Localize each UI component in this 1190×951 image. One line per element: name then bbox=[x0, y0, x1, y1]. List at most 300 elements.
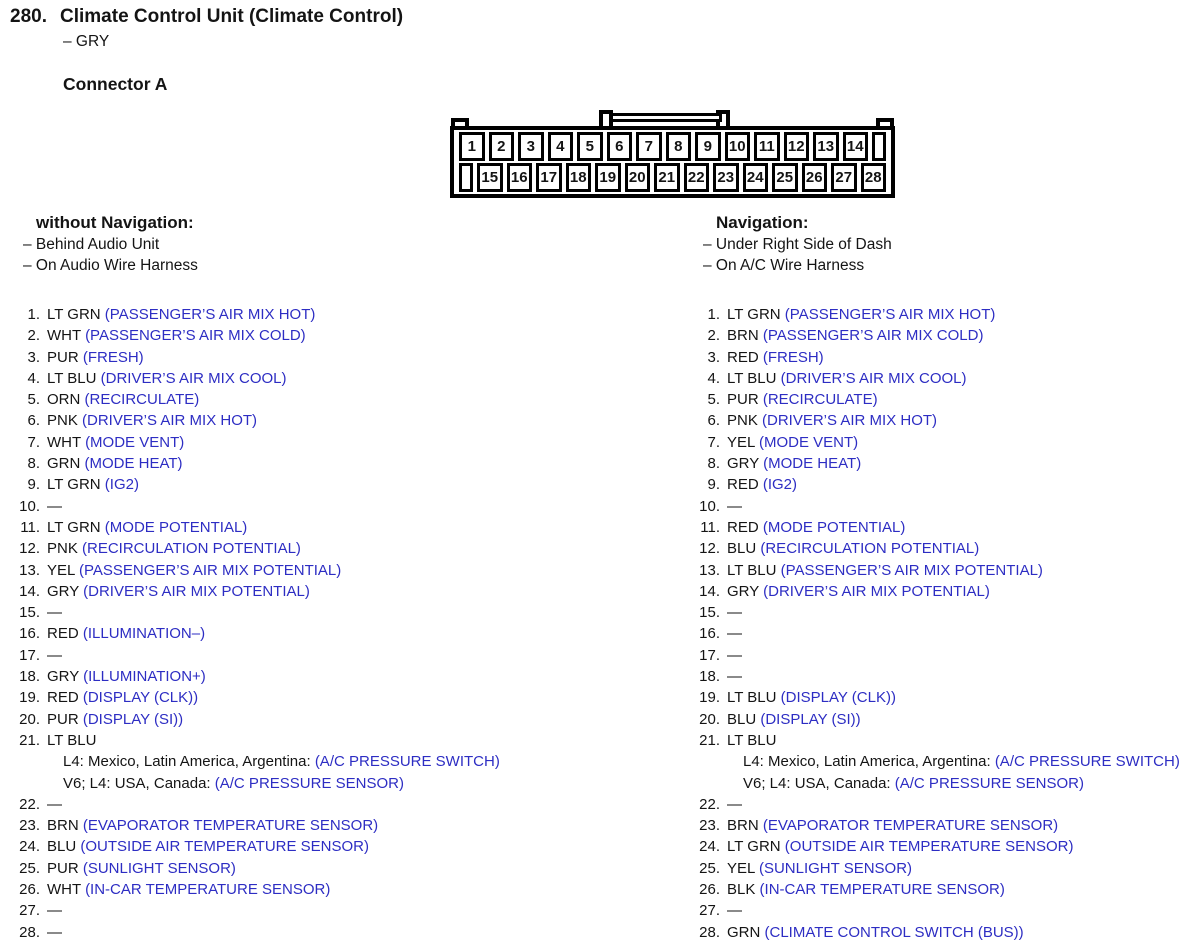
pin-main-line bbox=[727, 623, 742, 644]
pin-entry bbox=[720, 304, 995, 325]
signal-name: (A/C PRESSURE SWITCH) bbox=[994, 753, 1180, 771]
pin-number: 2. bbox=[707, 327, 720, 345]
pin-row bbox=[688, 687, 1188, 708]
pin-number: 17. bbox=[19, 646, 40, 664]
pin-row bbox=[8, 432, 668, 453]
pin-variant-line bbox=[47, 751, 500, 772]
pin-entry bbox=[720, 432, 858, 453]
pin-main-line bbox=[727, 474, 797, 495]
connector-label: Connector A bbox=[63, 74, 168, 94]
pin-main-line bbox=[727, 560, 1043, 581]
signal-name: (DRIVER’S AIR MIX COOL) bbox=[780, 369, 967, 387]
wire-color: BRN bbox=[47, 817, 83, 835]
wire-color: GRY bbox=[47, 582, 84, 600]
signal-name: (PASSENGER’S AIR MIX HOT) bbox=[784, 306, 996, 323]
wire-color: — bbox=[727, 902, 742, 920]
signal-name: (ILLUMINATION–) bbox=[82, 625, 206, 643]
pin-number: 12. bbox=[19, 540, 40, 558]
pin-number: 12. bbox=[699, 540, 720, 558]
pin-row bbox=[8, 836, 668, 857]
signal-name: (DRIVER’S AIR MIX HOT) bbox=[762, 412, 938, 430]
connector-pin: 23 bbox=[713, 163, 739, 192]
pin-entry bbox=[40, 645, 62, 666]
wire-color: ORN bbox=[47, 391, 85, 409]
pin-row bbox=[688, 900, 1188, 921]
pin-row bbox=[688, 730, 1188, 794]
pin-row bbox=[8, 389, 668, 410]
pin-entry bbox=[40, 794, 62, 815]
pin-row bbox=[8, 325, 668, 346]
signal-name: (IG2) bbox=[104, 476, 139, 494]
location-note: – On Audio Wire Harness bbox=[23, 257, 198, 274]
signal-name: (PASSENGER’S AIR MIX POTENTIAL) bbox=[78, 561, 342, 579]
column-without-navigation bbox=[8, 212, 668, 943]
pin-row bbox=[8, 453, 668, 474]
pin-number: 19. bbox=[699, 689, 720, 707]
pin-main-line bbox=[727, 304, 995, 325]
wire-color: LT BLU bbox=[727, 731, 777, 749]
connector-pin: 26 bbox=[802, 163, 828, 192]
pin-row bbox=[688, 304, 1188, 325]
pin-row bbox=[688, 517, 1188, 538]
connector-pin: 4 bbox=[548, 132, 574, 161]
pin-row bbox=[688, 623, 1188, 644]
pin-entry bbox=[720, 922, 1024, 943]
signal-name: (IN-CAR TEMPERATURE SENSOR) bbox=[85, 881, 331, 899]
pin-entry bbox=[720, 645, 742, 666]
pin-entry bbox=[720, 496, 742, 517]
pin-entry bbox=[40, 453, 183, 474]
pin-entry bbox=[720, 538, 979, 559]
pin-main-line bbox=[47, 538, 301, 559]
pin-main-line bbox=[727, 687, 896, 708]
signal-name: (PASSENGER’S AIR MIX COLD) bbox=[85, 327, 306, 345]
pin-row bbox=[688, 581, 1188, 602]
pin-entry bbox=[40, 325, 306, 346]
pin-row bbox=[8, 368, 668, 389]
pin-row bbox=[688, 325, 1188, 346]
wire-color: LT BLU bbox=[47, 369, 101, 387]
pin-number: 20. bbox=[699, 710, 720, 728]
pin-row bbox=[688, 709, 1188, 730]
pin-entry bbox=[40, 347, 144, 368]
connector-pin: 24 bbox=[743, 163, 769, 192]
wire-color: GRY bbox=[727, 582, 764, 600]
pin-row bbox=[8, 709, 668, 730]
signal-name: (MODE POTENTIAL) bbox=[104, 518, 248, 536]
wire-color: BRN bbox=[727, 817, 763, 835]
pin-number: 28. bbox=[699, 923, 720, 941]
pin-entry bbox=[720, 347, 824, 368]
page-title-row bbox=[10, 6, 403, 28]
pin-main-line bbox=[727, 858, 912, 879]
pin-number: 1. bbox=[27, 306, 40, 323]
wire-color: RED bbox=[47, 689, 83, 707]
wire-color: — bbox=[727, 497, 742, 515]
pin-entry bbox=[40, 496, 62, 517]
wire-color: PNK bbox=[47, 540, 83, 558]
wire-color: LT BLU bbox=[727, 369, 781, 387]
connector-pin: 3 bbox=[518, 132, 544, 161]
pin-row bbox=[8, 538, 668, 559]
connector-pin: 5 bbox=[577, 132, 603, 161]
pin-entry bbox=[40, 709, 183, 730]
pin-list bbox=[8, 304, 668, 943]
connector-pin: 16 bbox=[507, 163, 533, 192]
pin-number: 7. bbox=[27, 433, 40, 451]
pin-number: 4. bbox=[27, 369, 40, 387]
signal-name: (FRESH) bbox=[82, 348, 144, 366]
pin-number: 13. bbox=[19, 561, 40, 579]
wire-color: — bbox=[727, 668, 742, 686]
pin-entry bbox=[40, 560, 341, 581]
pin-row bbox=[688, 474, 1188, 495]
pin-main-line bbox=[47, 858, 236, 879]
pin-number: 5. bbox=[27, 391, 40, 409]
location-note: – Behind Audio Unit bbox=[23, 236, 160, 253]
pin-entry bbox=[720, 836, 1073, 857]
wire-color: RED bbox=[727, 348, 763, 366]
pin-main-line bbox=[47, 879, 330, 900]
wire-color: WHT bbox=[47, 881, 86, 899]
pin-number: 9. bbox=[707, 476, 720, 494]
pin-row bbox=[688, 836, 1188, 857]
pin-number: 3. bbox=[707, 348, 720, 366]
signal-name: (DISPLAY (SI)) bbox=[82, 710, 184, 728]
latch-bar bbox=[610, 113, 722, 122]
connector-housing bbox=[450, 126, 895, 198]
wire-color: PNK bbox=[727, 412, 763, 430]
pin-list bbox=[688, 304, 1188, 943]
pin-main-line bbox=[47, 410, 257, 431]
pin-main-line bbox=[727, 410, 937, 431]
pin-row bbox=[8, 645, 668, 666]
pin-entry bbox=[720, 858, 912, 879]
connector-pin: 22 bbox=[684, 163, 710, 192]
pin-entry bbox=[40, 879, 330, 900]
connector-pin: 25 bbox=[772, 163, 798, 192]
pin-main-line bbox=[727, 815, 1058, 836]
pin-entry bbox=[40, 730, 500, 794]
pin-number: 25. bbox=[19, 859, 40, 877]
signal-name: (FRESH) bbox=[762, 348, 824, 366]
connector-pin: 28 bbox=[861, 163, 887, 192]
signal-name: (EVAPORATOR TEMPERATURE SENSOR) bbox=[762, 817, 1059, 835]
pin-main-line bbox=[727, 836, 1073, 857]
connector-pin: 2 bbox=[489, 132, 515, 161]
pin-row bbox=[8, 666, 668, 687]
pin-main-line bbox=[47, 474, 139, 495]
pin-row bbox=[688, 794, 1188, 815]
signal-name: (MODE VENT) bbox=[85, 433, 185, 451]
variant-label: L4: Mexico, Latin America, Argentina: bbox=[63, 753, 315, 771]
pin-main-line bbox=[727, 453, 861, 474]
pin-entry bbox=[720, 900, 742, 921]
connector-pin: 9 bbox=[695, 132, 721, 161]
pin-number: 16. bbox=[19, 625, 40, 643]
pin-main-line bbox=[727, 347, 824, 368]
connector-blank-cavity bbox=[872, 132, 886, 161]
pin-main-line bbox=[47, 560, 341, 581]
pin-entry bbox=[720, 602, 742, 623]
pin-number: 21. bbox=[699, 731, 720, 749]
wire-color: LT BLU bbox=[727, 689, 781, 707]
wire-color: LT GRN bbox=[727, 838, 785, 856]
pin-main-line bbox=[47, 794, 62, 815]
pin-number: 18. bbox=[699, 668, 720, 686]
signal-name: (PASSENGER’S AIR MIX HOT) bbox=[104, 306, 316, 323]
pin-number: 7. bbox=[707, 433, 720, 451]
wire-color: — bbox=[727, 604, 742, 622]
pin-number: 22. bbox=[19, 795, 40, 813]
pin-entry bbox=[720, 325, 983, 346]
pin-variant-line bbox=[727, 751, 1180, 772]
pin-row bbox=[8, 517, 668, 538]
connector-diagram bbox=[450, 110, 895, 198]
pin-number: 24. bbox=[19, 838, 40, 856]
wire-color: PUR bbox=[47, 348, 83, 366]
wire-color: YEL bbox=[47, 561, 79, 579]
connector-pin: 6 bbox=[607, 132, 633, 161]
connector-pin: 21 bbox=[654, 163, 680, 192]
connector-top-row bbox=[459, 132, 886, 161]
pin-number: 14. bbox=[699, 582, 720, 600]
wire-color: WHT bbox=[47, 433, 86, 451]
pin-main-line bbox=[47, 389, 199, 410]
pin-main-line bbox=[47, 496, 62, 517]
column-navigation bbox=[688, 212, 1188, 943]
pin-main-line bbox=[47, 517, 247, 538]
connector-color-note: – GRY bbox=[63, 33, 110, 50]
pin-number: 6. bbox=[707, 412, 720, 430]
connector-pin: 18 bbox=[566, 163, 592, 192]
wire-color: PUR bbox=[47, 859, 83, 877]
pin-number: 8. bbox=[27, 455, 40, 473]
pin-row bbox=[8, 602, 668, 623]
pin-main-line bbox=[47, 368, 287, 389]
pin-entry bbox=[720, 410, 937, 431]
pin-number: 19. bbox=[19, 689, 40, 707]
pin-row bbox=[688, 602, 1188, 623]
wire-color: GRN bbox=[47, 455, 85, 473]
wire-color: LT GRN bbox=[47, 306, 105, 323]
pin-entry bbox=[40, 666, 206, 687]
pin-row bbox=[8, 687, 668, 708]
pin-entry bbox=[40, 368, 287, 389]
pin-number: 10. bbox=[19, 497, 40, 515]
pin-number: 4. bbox=[707, 369, 720, 387]
signal-name: (RECIRCULATION POTENTIAL) bbox=[82, 540, 301, 558]
signal-name: (MODE POTENTIAL) bbox=[762, 518, 906, 536]
connector-pin: 8 bbox=[666, 132, 692, 161]
pin-number: 23. bbox=[19, 817, 40, 835]
signal-name: (DRIVER’S AIR MIX POTENTIAL) bbox=[83, 582, 310, 600]
wire-color: BLU bbox=[727, 540, 761, 558]
connector-pin: 27 bbox=[831, 163, 857, 192]
pin-variant-line bbox=[727, 773, 1180, 794]
column-heading: without Navigation: bbox=[36, 213, 194, 232]
pin-entry bbox=[40, 858, 236, 879]
wire-color: BLK bbox=[727, 881, 760, 899]
connector-pin: 19 bbox=[595, 163, 621, 192]
pin-main-line bbox=[727, 709, 861, 730]
pin-row bbox=[8, 347, 668, 368]
signal-name: (EVAPORATOR TEMPERATURE SENSOR) bbox=[82, 817, 379, 835]
wire-color: — bbox=[47, 604, 62, 622]
signal-name: (OUTSIDE AIR TEMPERATURE SENSOR) bbox=[80, 838, 370, 856]
pin-main-line bbox=[727, 879, 1005, 900]
pin-row bbox=[8, 730, 668, 794]
connector-pin: 15 bbox=[477, 163, 503, 192]
wire-color: PUR bbox=[727, 391, 763, 409]
pin-entry bbox=[720, 687, 896, 708]
pin-row bbox=[8, 922, 668, 943]
pin-entry bbox=[40, 687, 198, 708]
pin-entry bbox=[40, 517, 247, 538]
pin-row bbox=[688, 368, 1188, 389]
pin-row bbox=[688, 347, 1188, 368]
pin-row bbox=[8, 879, 668, 900]
pin-entry bbox=[720, 730, 1180, 794]
wire-color: — bbox=[47, 902, 62, 920]
signal-name: (MODE VENT) bbox=[758, 433, 859, 451]
pin-main-line bbox=[727, 538, 979, 559]
pin-row bbox=[8, 496, 668, 517]
pin-number: 6. bbox=[27, 412, 40, 430]
pin-main-line bbox=[47, 900, 62, 921]
connector-pin: 17 bbox=[536, 163, 562, 192]
connector-bottom-row bbox=[459, 163, 886, 192]
signal-name: (RECIRCULATE) bbox=[84, 391, 200, 409]
pin-row bbox=[688, 496, 1188, 517]
pin-number: 17. bbox=[699, 646, 720, 664]
pin-main-line bbox=[47, 815, 378, 836]
signal-name: (OUTSIDE AIR TEMPERATURE SENSOR) bbox=[784, 838, 1074, 856]
pin-main-line bbox=[727, 730, 1180, 751]
wire-color: BLU bbox=[47, 838, 81, 856]
pin-entry bbox=[720, 517, 905, 538]
pin-entry bbox=[40, 602, 62, 623]
pin-number: 15. bbox=[699, 604, 720, 622]
pin-main-line bbox=[47, 730, 500, 751]
pin-entry bbox=[40, 474, 139, 495]
pin-main-line bbox=[727, 602, 742, 623]
pin-number: 11. bbox=[700, 518, 720, 536]
pin-main-line bbox=[727, 794, 742, 815]
pin-row bbox=[688, 645, 1188, 666]
wire-color: — bbox=[47, 497, 62, 515]
pin-number: 26. bbox=[699, 881, 720, 899]
wire-color: LT BLU bbox=[727, 561, 781, 579]
pin-row bbox=[688, 538, 1188, 559]
column-heading: Navigation: bbox=[716, 213, 809, 232]
page-title: Climate Control Unit (Climate Control) bbox=[60, 6, 404, 27]
wire-color: YEL bbox=[727, 859, 759, 877]
pin-row bbox=[688, 666, 1188, 687]
wire-color: YEL bbox=[727, 433, 759, 451]
signal-name: (DISPLAY (CLK)) bbox=[780, 689, 896, 707]
wire-color: LT GRN bbox=[727, 306, 785, 323]
pin-entry bbox=[720, 368, 967, 389]
pin-number: 18. bbox=[19, 668, 40, 686]
pin-entry bbox=[720, 666, 742, 687]
connector-pin: 14 bbox=[843, 132, 869, 161]
pin-entry bbox=[720, 389, 878, 410]
wire-color: GRY bbox=[727, 455, 764, 473]
pin-entry bbox=[40, 432, 184, 453]
pin-entry bbox=[720, 879, 1005, 900]
wire-color: — bbox=[47, 646, 62, 664]
pin-main-line bbox=[47, 325, 306, 346]
pin-entry bbox=[720, 560, 1043, 581]
pin-row bbox=[688, 560, 1188, 581]
pin-entry bbox=[40, 900, 62, 921]
pin-number: 26. bbox=[19, 881, 40, 899]
signal-name: (DRIVER’S AIR MIX COOL) bbox=[100, 369, 287, 387]
pin-row bbox=[688, 410, 1188, 431]
pin-entry bbox=[720, 815, 1058, 836]
pin-main-line bbox=[47, 836, 369, 857]
pin-number: 27. bbox=[699, 902, 720, 920]
pin-row bbox=[8, 623, 668, 644]
pin-row bbox=[688, 453, 1188, 474]
pin-row bbox=[688, 432, 1188, 453]
pin-main-line bbox=[47, 666, 206, 687]
pin-number: 23. bbox=[699, 817, 720, 835]
pin-main-line bbox=[47, 709, 183, 730]
pin-entry bbox=[720, 581, 990, 602]
pin-number: 15. bbox=[19, 604, 40, 622]
pin-row bbox=[8, 900, 668, 921]
pin-row bbox=[8, 858, 668, 879]
signal-name: (A/C PRESSURE SWITCH) bbox=[314, 753, 500, 771]
pin-number: 2. bbox=[27, 327, 40, 345]
wire-color: — bbox=[727, 795, 742, 813]
pin-row bbox=[688, 858, 1188, 879]
pin-row bbox=[8, 815, 668, 836]
signal-name: (PASSENGER’S AIR MIX COLD) bbox=[762, 327, 984, 345]
pin-main-line bbox=[47, 347, 144, 368]
pin-row bbox=[688, 815, 1188, 836]
pin-entry bbox=[720, 453, 861, 474]
pin-main-line bbox=[727, 645, 742, 666]
pin-entry bbox=[720, 623, 742, 644]
pin-number: 24. bbox=[699, 838, 720, 856]
pin-main-line bbox=[47, 602, 62, 623]
pin-row bbox=[8, 474, 668, 495]
variant-label: V6; L4: USA, Canada: bbox=[743, 774, 895, 792]
wire-color: RED bbox=[727, 518, 763, 536]
wire-color: GRY bbox=[47, 668, 84, 686]
pin-entry bbox=[40, 538, 301, 559]
pin-entry bbox=[40, 410, 257, 431]
location-note: – On A/C Wire Harness bbox=[703, 257, 865, 274]
pin-number: 22. bbox=[699, 795, 720, 813]
pin-main-line bbox=[727, 666, 742, 687]
pin-number: 28. bbox=[19, 923, 40, 941]
pin-entry bbox=[40, 836, 369, 857]
wire-color: WHT bbox=[47, 327, 86, 345]
wire-color: RED bbox=[727, 476, 763, 494]
pin-number: 16. bbox=[699, 625, 720, 643]
connector-pin: 10 bbox=[725, 132, 751, 161]
pin-main-line bbox=[47, 645, 62, 666]
connector-pin: 13 bbox=[813, 132, 839, 161]
pin-row bbox=[8, 581, 668, 602]
signal-name: (DRIVER’S AIR MIX POTENTIAL) bbox=[763, 582, 990, 600]
connector-pin: 12 bbox=[784, 132, 810, 161]
pin-row bbox=[8, 304, 668, 325]
